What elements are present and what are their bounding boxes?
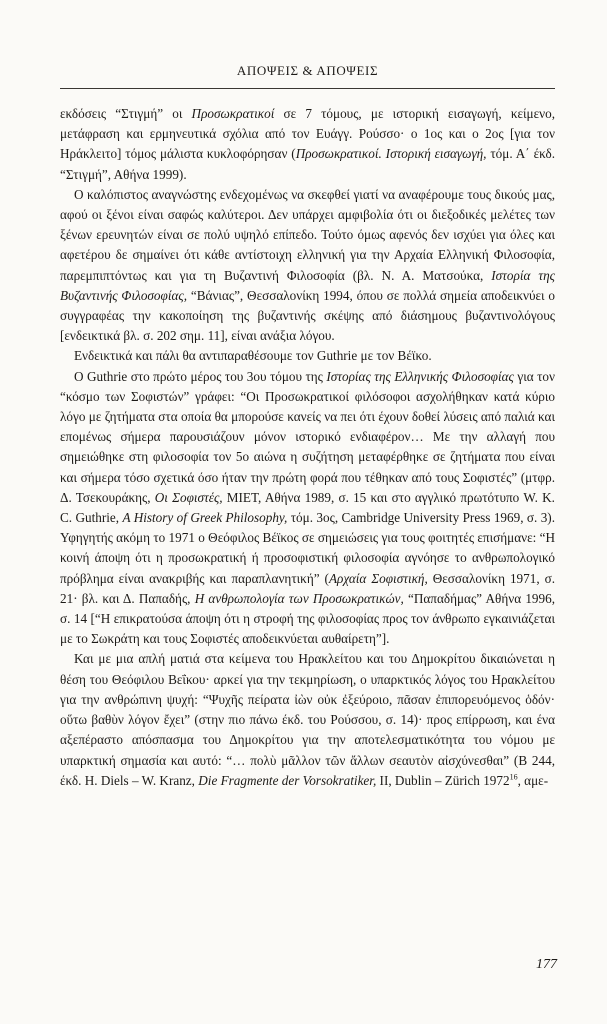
text-run: Ο καλόπιστος αναγνώστης ενδεχομένως να σκεφθεί γιατί να αναφέρουμε τους δικούς μας, αφού οι ξένοι είναι σαφώς καλύτεροι. Δεν υπάρχει αμφιβολία ότι οι διεξοδικές μελέτες των ξένων ερευνητών είναι σε πολύ υψηλό επίπεδο. Τούτο όμως αφενός δεν ισχύει για όλες και αφετέρου δε σημαίνει ότι κάθε αντίστοιχη ελληνική για την Αρχαία Ελληνική Φιλοσοφία, παρεμπιπτόντως και για τη Βυζαντινή Φιλοσοφία (βλ. Ν. Α. Ματσούκα, [60, 186, 555, 283]
paragraph [60, 367, 555, 650]
running-head: ΑΠΟΨΕΙΣ & ΑΠΟΨΕΙΣ [236, 63, 379, 78]
page-number: 177 [536, 957, 557, 972]
text-run: τόμ. Α΄ έκδ. “Στιγμή”, Αθήνα 1999). [60, 146, 555, 182]
italic-title: Αρχαία Σοφιστική, [328, 570, 428, 586]
italic-title: Η ανθρωπολογία των Προσωκρατικών, [194, 590, 404, 606]
text-run: για τον “κόσμο των Σοφιστών” γράφει: “Οι Προσωκρατικοί φιλόσοφοι ασχολήθηκαν κατά κύριο λόγο με ζητήματα στα οποία θα μπορούσε κανείς να πει ότι έχουν δοθεί λύσεις από παλιά και επομένως σήμερα παρουσιάζουν μόνον ιστορικό ενδιαφέρον… Με την αλλαγή που σημειώθηκε στη φιλοσοφία τον 5ο αιώνα η συζήτηση μεταφέρθηκε σε ζητήματα που είναι και σήμερα τόσο σχετικά όσο ήταν την πρώτη φορά που τέθηκαν από τους Σοφιστές” (μτφρ. Δ. Τσεκουράκης, [60, 368, 555, 505]
superscript: 16 [509, 772, 518, 782]
text-run: “Βάνιας”, Θεσσαλονίκη 1994, όπου σε πολλά σημεία αποδεικνύει ο συγγραφέας την κακοποίηση της βυζαντινής σκέψης από διάσημους βυζαντινολόγους [ενδεικτικά βλ. σ. 202 σημ. 11], είναι ανάξια λόγου. [60, 287, 556, 344]
italic-title: Οι Σοφιστές, [154, 489, 223, 505]
italic-title: Ιστορία της Βυζαντινής Φιλοσοφίας, [60, 267, 555, 303]
paragraph [60, 185, 555, 347]
italic-title: Die Fragmente der Vorsokratiker, [198, 772, 377, 788]
paragraph [60, 649, 555, 790]
italic-title: Προσωκρατικοί. Ιστορική εισαγωγή, [295, 146, 487, 162]
text-run: εκδόσεις “Στιγμή” οι [60, 106, 192, 121]
italic-title: Ιστορίας της Ελληνικής Φιλοσοφίας [326, 368, 514, 384]
header-rule [60, 88, 555, 89]
text-run: ΜΙΕΤ, Αθήνα 1989, σ. 15 και στο αγγλικό πρωτότυπο W. K. C. Guthrie, [60, 489, 555, 526]
paragraph [60, 346, 555, 366]
body-text [60, 104, 555, 791]
text-run: “Παπαδήμας” Αθήνα 1996, σ. 14 [“Η επικρατούσα άποψη ότι η στροφή της φιλοσοφίας προς τον άνθρωπο εγκαινιάζεται με το Σωκράτη και τους Σοφιστές αποδεικνύεται αυθαίρετη”]. [60, 590, 556, 647]
text-run: Ο Guthrie στο πρώτο μέρος του 3ου τόμου της [74, 368, 327, 384]
italic-title: Προσωκρατικοί [191, 106, 275, 121]
text-run: τόμ. 3ος, Cambridge University Press 1969, σ. 3). Υφηγητής ακόμη το 1971 ο Θεόφιλος Βέϊκος σε σημειώσεις για τους φοιτητές επισήμανε: “Η κοινή άποψη ότι η προσωκρατική ή προσοφιστική φιλοσοφία αγνόησε το ανθρωπολογικό πρόβλημα είναι ανακριβής και παραπλανητική” ( [60, 510, 555, 586]
text-run: Και με μια απλή ματιά στα κείμενα του Ηρακλείτου και του Δημοκρίτου δικαιώνεται η θέση του Θεόφιλου Βεΐκου· αρκεί για την τεκμηρίωση, ο υπαρκτικός λόγος του Ηρακλείτου για την ανθρώπινη ψυχή: “Ψυχῆς πείρατα ἰὼν οὐκ ἐξεύροιο, πᾶσαν ἐπιπορευόμενος ὁδόν· οὕτω βαθὺν λόγον ἔχει” (στην πιο πάνω έκδ. του Ρούσσου, σ. 14)· προς επίρρωση, και ένα αξεπέραστο απόσπασμα του Δημοκρίτου για την αποτελεσματικότητα του νόμου με υπαρκτική σημασία και αυτό: “… πολὺ μᾶλλον τῶν ἄλλων σεαυτὸν αἰσχύνεσθαι” (Β 244, έκδ. H. Diels – W. Kranz, [60, 651, 555, 788]
text-run: Ενδεικτικά και πάλι θα αντιπαραθέσουμε τον Guthrie με τον Βέϊκο. [74, 348, 432, 364]
italic-title: A History of Greek Philosophy, [122, 510, 288, 526]
text-run: Θεσσαλονίκη 1971, σ. 21· βλ. και Δ. Παπαδής, [60, 570, 555, 606]
text-run: σε 7 τόμους, με ιστορική εισαγωγή, κείμενο, μετάφραση και ερμηνευτικά σχόλια από τον Ευάγγ. Ρούσσο· ο 1ος και ο 2ος [για τον Ηράκλειτο] τόμος μάλιστα κυκλοφόρησαν ( [60, 106, 556, 162]
paragraph [60, 104, 555, 185]
text-run: II, Dublin – Zürich 1972 [376, 772, 510, 788]
text-run: , αμε- [517, 772, 549, 788]
